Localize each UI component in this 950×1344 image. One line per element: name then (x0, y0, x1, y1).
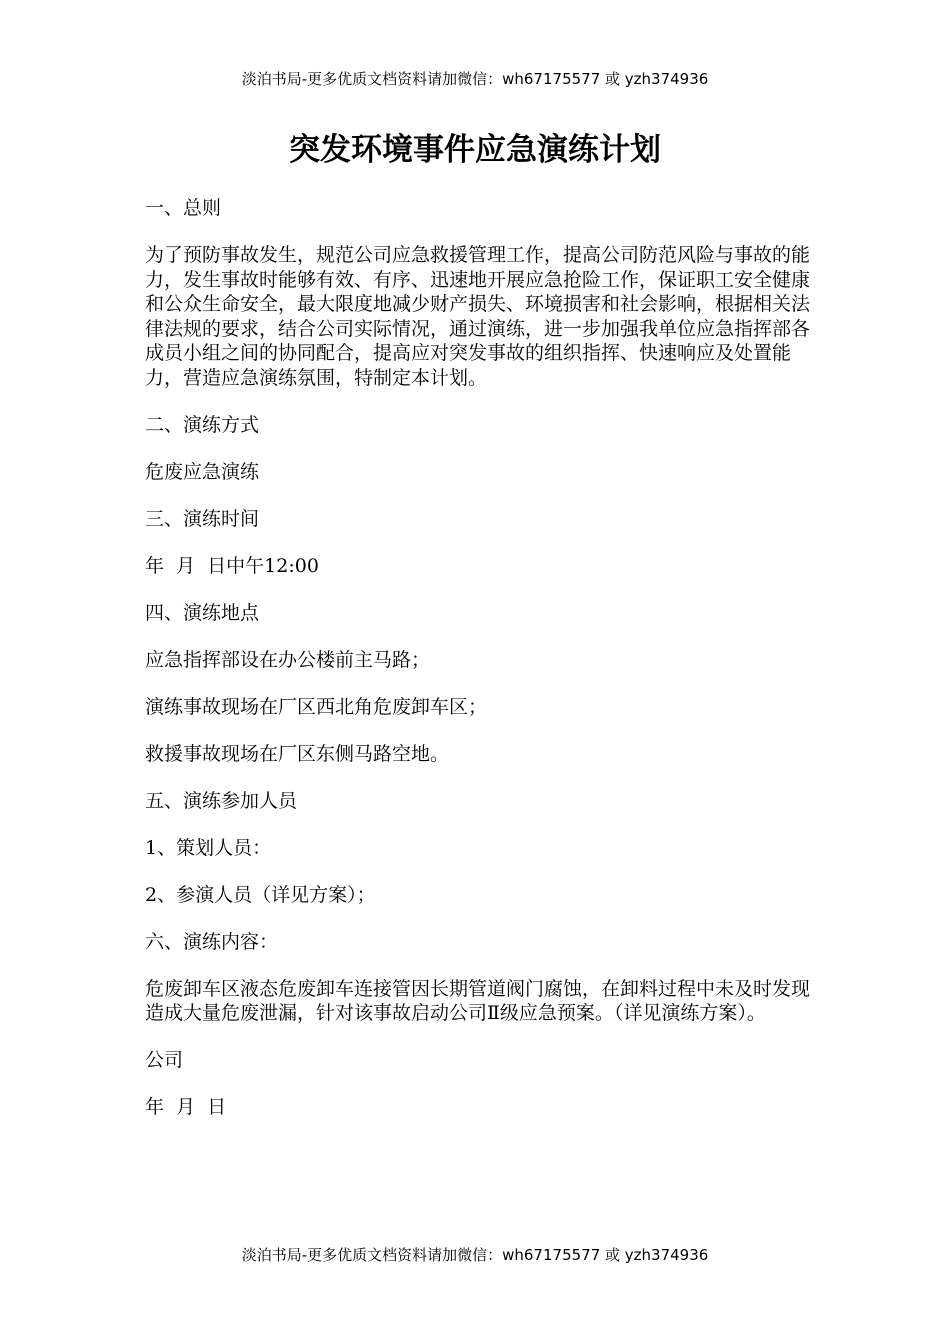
document-body (145, 196, 815, 1142)
document-title: 突发环境事件应急演练计划 (289, 132, 661, 168)
section-heading-participants: 五、演练参加人员 (145, 789, 298, 812)
content-paragraph: 危废卸车区液态危废卸车连接管因长期管道阀门腐蚀，在卸料过程中未及时发现造成大量危废泄漏，针对该事故启动公司Ⅱ级应急预案。（详见演练方案）。 (145, 977, 811, 1024)
participants-planners: 1、策划人员： (145, 836, 272, 859)
header-banner: 淡泊书局-更多优质文档资料请加微信：wh67175577 或 yzh374936 (241, 70, 709, 88)
location-command-post: 应急指挥部设在办公楼前主马路； (145, 648, 431, 671)
method-text: 危废应急演练 (145, 460, 260, 483)
participants-performers: 2、参演人员（详见方案）； (145, 883, 376, 906)
signature-company: 公司 (145, 1049, 184, 1071)
time-text: 年 月 日中午12:00 (145, 554, 319, 577)
signature-date: 年 月 日 (145, 1096, 227, 1118)
location-drill-site: 演练事故现场在厂区西北角危废卸车区； (145, 695, 488, 718)
section-heading-content: 六、演练内容： (145, 930, 279, 953)
location-rescue-site: 救援事故现场在厂区东侧马路空地。 (145, 742, 450, 765)
section-heading-time: 三、演练时间 (145, 507, 260, 530)
section-heading-location: 四、演练地点 (145, 601, 260, 624)
section-heading-method: 二、演练方式 (145, 413, 260, 436)
general-paragraph: 为了预防事故发生，规范公司应急救援管理工作，提高公司防范风险与事故的能力，发生事故时能够有效、有序、迅速地开展应急抢险工作，保证职工安全健康和公众生命安全，最大限度地减少财产损失、环境损害和社会影响，根据相关法律法规的要求，结合公司实际情况，通过演练，进一步加强我单位应急指挥部各成员小组之间的协同配合，提高应对突发事故的组织指挥、快速响应及处置能力，营造应急演练氛围，特制定本计划。 (145, 244, 811, 389)
section-heading-general: 一、总则 (145, 197, 222, 219)
footer-banner: 淡泊书局-更多优质文档资料请加微信：wh67175577 或 yzh374936 (241, 1246, 709, 1264)
